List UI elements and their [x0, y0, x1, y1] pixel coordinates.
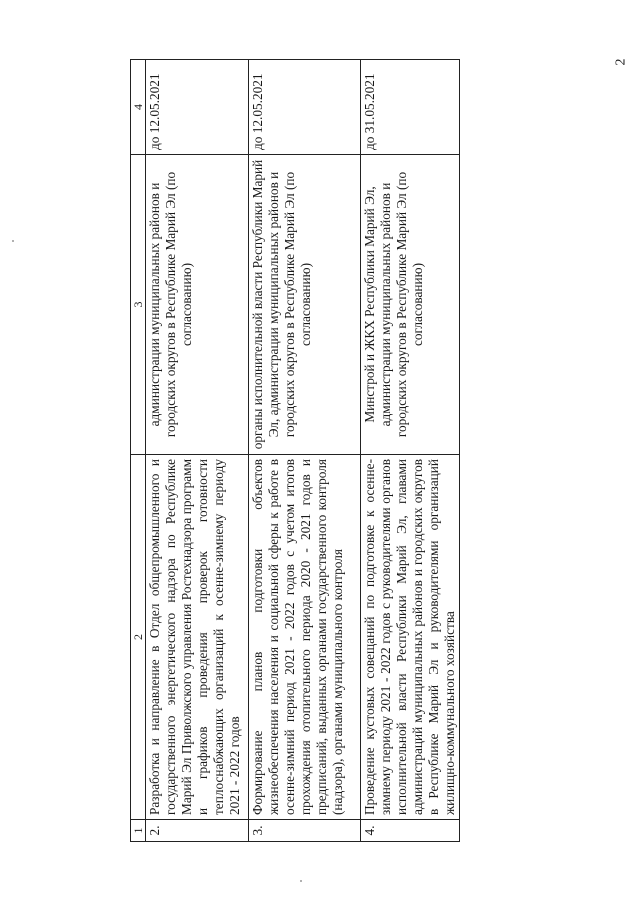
row-number: 3. — [249, 820, 361, 842]
scan-speck — [12, 240, 14, 242]
row-deadline: до 12.05.2021 — [249, 60, 361, 155]
row-deadline: до 31.05.2021 — [361, 60, 460, 155]
row-description: Формирование планов подготовки объектов жизнеобеспечения населения и социальной сферы к работе в осенне-зимний период 2021 - 2022 годов с учетом итогов прохождения отопительного периода 2020 - 2021 годов и предписаний, выданных органами государственного контроля (надзора), органами муниципального контроля — [249, 455, 361, 820]
rotated-table-container — [130, 60, 456, 842]
row-description: Разработка и направление в Отдел общепромышленного и государственного энергетического надзора по Республике Марий Эл Приволжского управления Ростехнадзора программ и графиков проведения проверок готовности теплоснабжающих организаций к осенне-зимнему периоду 2021 - 2022 годов — [146, 455, 249, 820]
header-cell-responsible: 3 — [131, 155, 146, 455]
table-row — [249, 60, 361, 842]
row-responsible: Минстрой и ЖКХ Республики Марий Эл, администрации муниципальных районов и городских округов в Республике Марий Эл (по согласованию) — [361, 155, 460, 455]
table-header-row — [131, 60, 146, 842]
scan-speck — [300, 880, 302, 882]
header-cell-deadline: 4 — [131, 60, 146, 155]
row-responsible: администрации муниципальных районов и городских округов в Республике Марий Эл (по согласованию) — [146, 155, 249, 455]
table-row — [361, 60, 460, 842]
row-deadline: до 12.05.2021 — [146, 60, 249, 155]
header-cell-number: 1 — [131, 820, 146, 842]
row-responsible: органы исполнительной власти Республики Марий Эл, администрации муниципальных районов и городских округов в Республике Марий Эл (по согласованию) — [249, 155, 361, 455]
row-description: Проведение кустовых совещаний по подготовке к осенне-зимнему периоду 2021 - 2022 годов с руководителями органов исполнительной власти Республики Марий Эл, главами администраций муниципальных районов и городских округов в Республике Марий Эл и руководителями организаций жилищно-коммунального хозяйства — [361, 455, 460, 820]
page-number: 2 — [613, 58, 629, 66]
row-number: 4. — [361, 820, 460, 842]
measures-table — [130, 59, 460, 842]
table-row — [146, 60, 249, 842]
header-cell-description: 2 — [131, 455, 146, 820]
row-number: 2. — [146, 820, 249, 842]
